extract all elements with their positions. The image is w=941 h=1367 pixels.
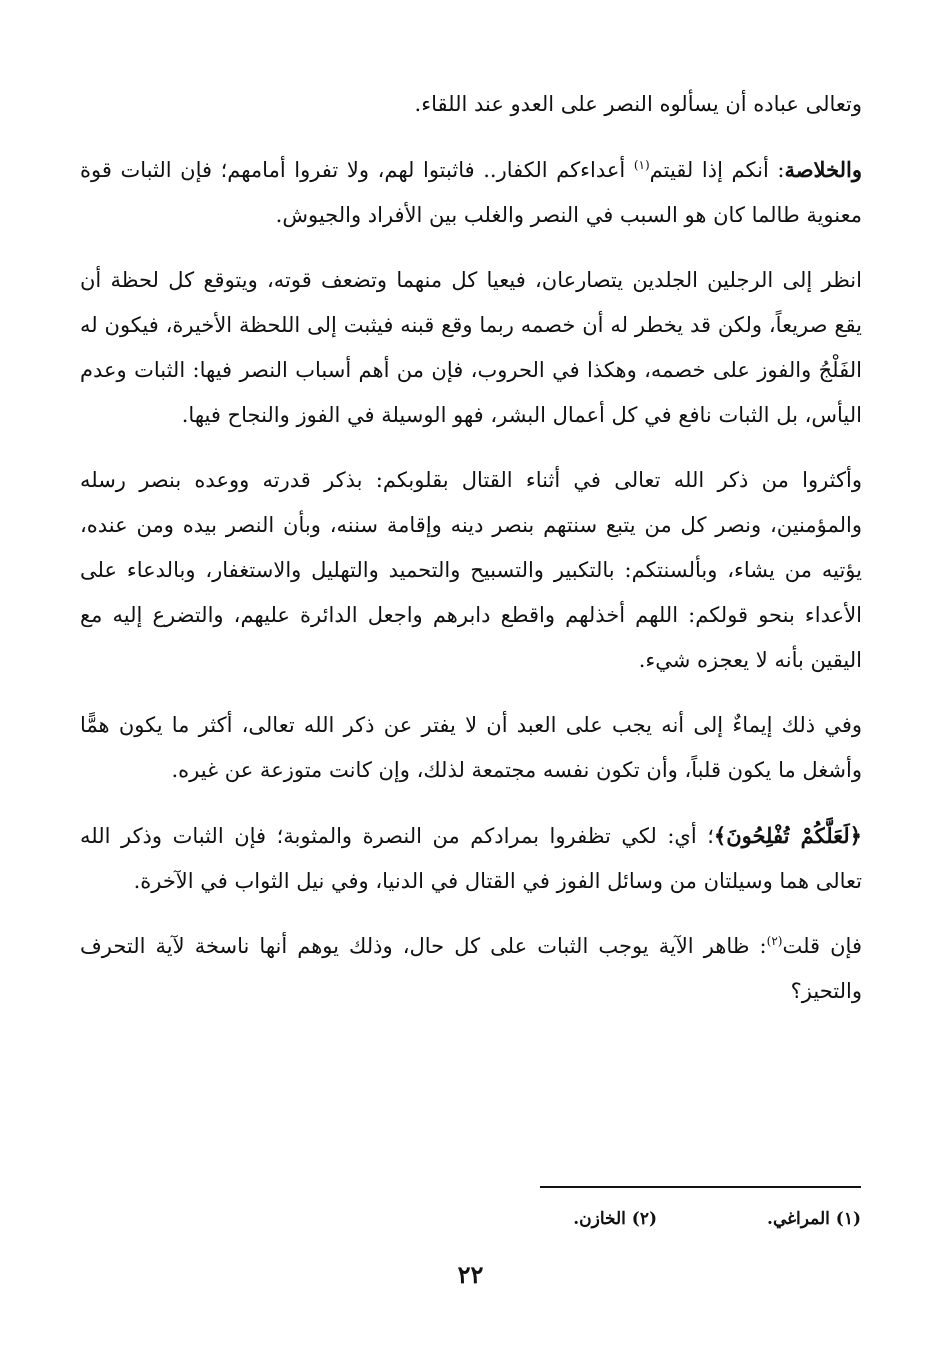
paragraph-text: ؛ أي: لكي تظفروا بمرادكم من النصرة والمثوبة؛ فإن الثبات وذكر الله تعالى هما وسيلتان من وسائل الفوز في القتال في الدنيا، وفي نيل الثواب في الآخرة. bbox=[80, 824, 862, 893]
summary-lead-word: والخلاصة bbox=[784, 157, 863, 182]
paragraph-text: انظر إلى الرجلين الجلدين يتصارعان، فيعيا كل منهما وتضعف قوته، ويتوقع كل لحظة أن يقع صريعاً، ولكن قد يخطر له أن خصمه ربما وقع قبنه فيثبت إلى اللحظة الأخيرة، فيكون له الفَلْجُ والفوز على خصمه، وهكذا في الحروب، فإن من أهم أسباب النصر فيها: الثبات وعدم اليأس، بل الثبات نافع في كل أعمال البشر، فهو الوسيلة في الفوز والنجاح فيها. bbox=[80, 268, 862, 427]
paragraph-text: : أنكم إذا لقيتم bbox=[649, 158, 785, 182]
paragraph-text: وفي ذلك إيماءٌ إلى أنه يجب على العبد أن لا يفتر عن ذكر الله تعالى، أكثر ما يكون همًّا وأشغل ما يكون قلباً، وأن تكون نفسه مجتمعة لذلك، وإن كانت متوزعة عن غيره. bbox=[80, 713, 862, 782]
paragraph-quran-verse bbox=[80, 813, 862, 904]
paragraph-text: فإن قلت bbox=[782, 934, 862, 958]
paragraph-text: وتعالى عباده أن يسألوه النصر على العدو عند اللقاء. bbox=[414, 92, 862, 116]
footnote-divider bbox=[540, 1186, 861, 1188]
paragraph-continuation bbox=[80, 82, 862, 127]
paragraph-dhikr bbox=[80, 458, 862, 683]
footnote-ref-1[interactable]: (١) bbox=[633, 158, 650, 172]
footnote-2: (٢) الخازن. bbox=[573, 1209, 658, 1229]
footnote-1: (١) المراغي. bbox=[767, 1209, 861, 1229]
page-body bbox=[80, 82, 862, 1034]
paragraph-text: : ظاهر الآية يوجب الثبات على كل حال، وذلك يوهم أنها ناسخة لآية التحرف والتحيز؟ bbox=[80, 934, 862, 1003]
paragraph-text: وأكثروا من ذكر الله تعالى في أثناء القتال بقلوبكم: بذكر قدرته ووعده بنصر رسله والمؤمنين، ونصر كل من يتبع سنتهم بنصر دينه وإقامة سننه، وبأن النصر بيده ومن عنده، يؤتيه من يشاء، وبألسنتكم: بالتكبير والتسبيح والتحميد والتهليل والاستغفار، وبالدعاء على الأعداء بنحو قولكم: اللهم أخذلهم واقطع دابرهم واجعل الدائرة عليهم، والتضرع إليه مع اليقين بأنه لا يعجزه شيء. bbox=[80, 468, 862, 672]
paragraph-summary bbox=[80, 147, 862, 238]
quran-quote: ﴿لَعَلَّكُمْ تُفْلِحُونَ﴾ bbox=[713, 823, 862, 848]
footnote-ref-2[interactable]: (٢) bbox=[766, 934, 783, 948]
paragraph-text: أعداءكم الكفار.. فاثبتوا لهم، ولا تفروا أمامهم؛ فإن الثبات قوة معنوية طالما كان هو السبب في النصر والغلب بين الأفراد والجيوش. bbox=[80, 158, 862, 227]
paragraph-question bbox=[80, 924, 862, 1014]
page-number: ٢٢ bbox=[457, 1260, 484, 1289]
footnotes bbox=[79, 1205, 861, 1233]
paragraph-indication bbox=[80, 703, 862, 793]
paragraph-wrestlers bbox=[80, 258, 862, 438]
